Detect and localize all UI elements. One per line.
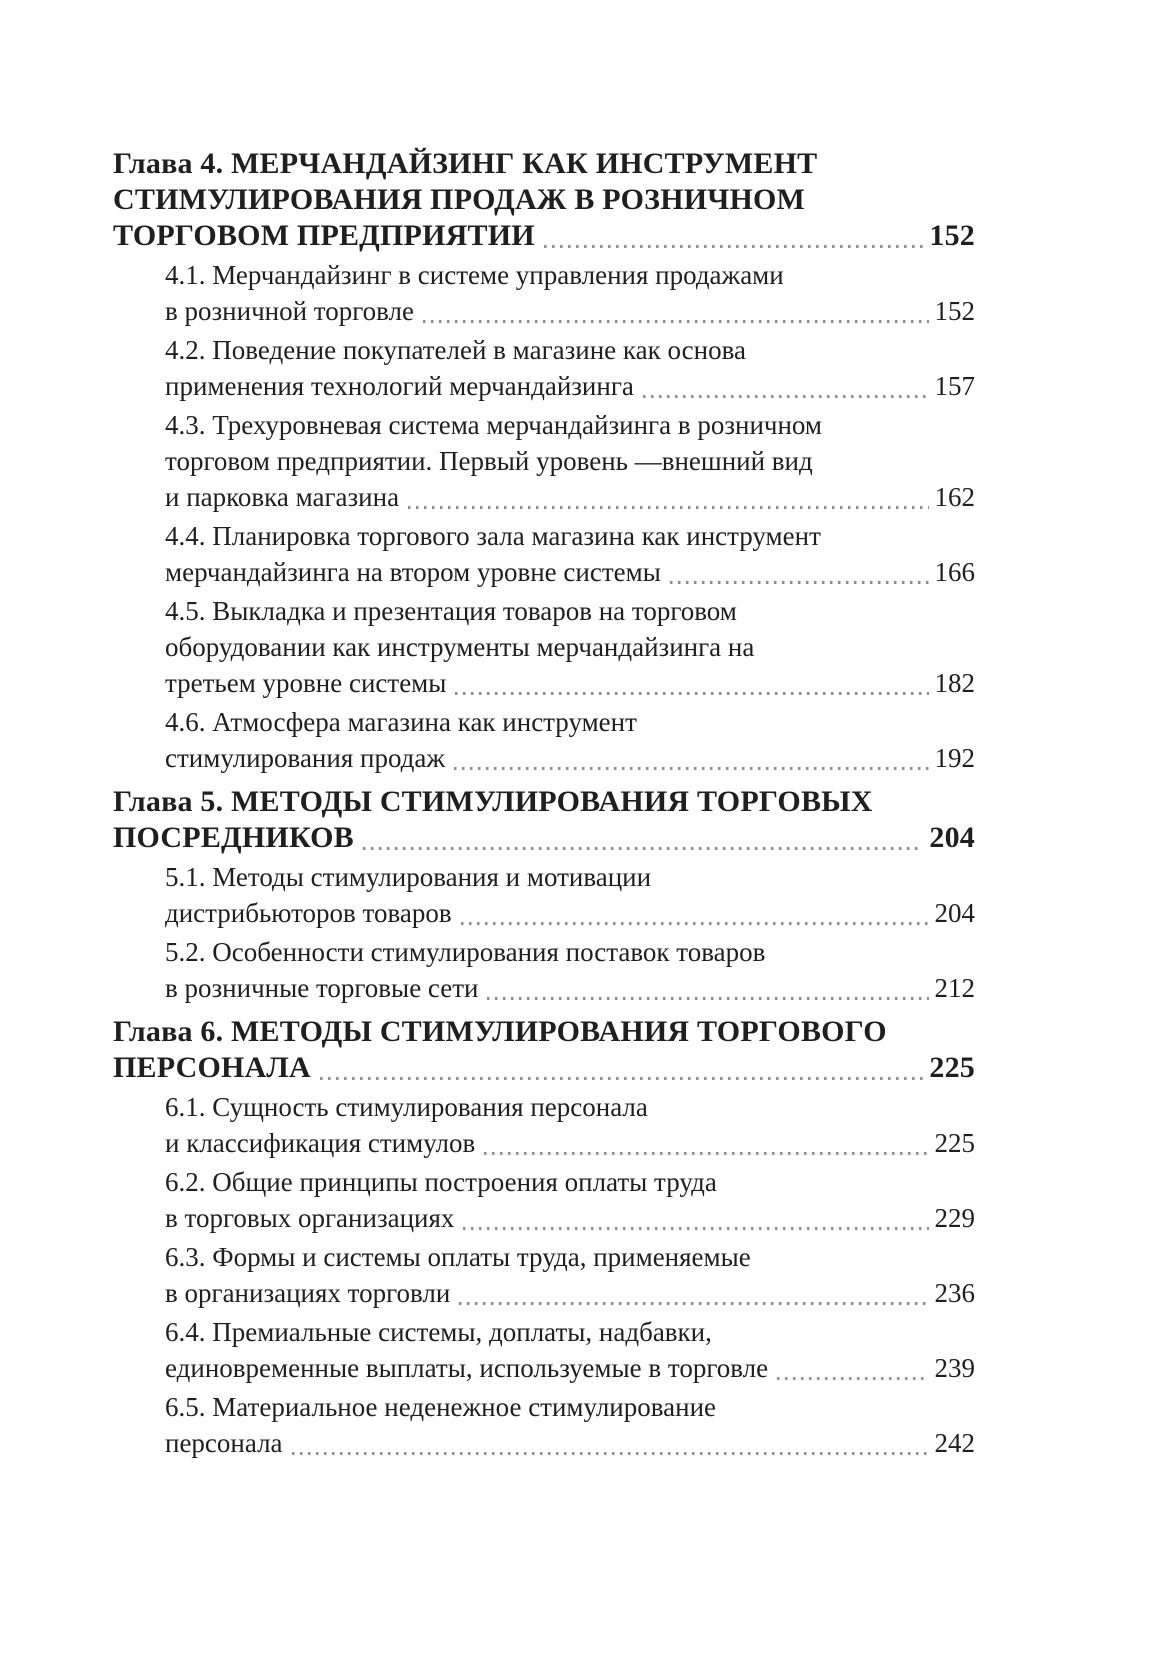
dotted-leader — [461, 922, 929, 925]
toc-entry-section — [113, 518, 975, 590]
toc-entry-line — [165, 1275, 975, 1311]
toc-entry-line: Глава 5. МЕТОДЫ СТИМУЛИРОВАНИЯ ТОРГОВЫХ — [113, 785, 873, 818]
dotted-leader — [459, 1302, 928, 1305]
toc-entry-text: применения технологий мерчандайзинга — [165, 371, 634, 401]
toc-entry-line — [165, 1425, 975, 1461]
toc-entry-line: 6.3. Формы и системы оплаты труда, применяемые — [165, 1242, 751, 1272]
toc-entry-section — [113, 1314, 975, 1386]
toc-entry-text: персонала — [165, 1428, 283, 1458]
page-number: 242 — [934, 1428, 975, 1458]
page-number: 157 — [934, 371, 975, 401]
toc-entry-section — [113, 593, 975, 701]
page-number: 162 — [934, 482, 975, 512]
dotted-leader — [320, 1077, 924, 1080]
toc-entry-text: и парковка магазина — [165, 482, 400, 512]
toc-entry-section — [113, 1239, 975, 1311]
toc-entry-line — [165, 1125, 975, 1161]
toc-entry-line: оборудовании как инструменты мерчандайзинга на — [165, 632, 755, 662]
toc-entry-section — [113, 934, 975, 1006]
toc-entry-line: 4.4. Планировка торгового зала магазина как инструмент — [165, 521, 821, 551]
toc-entry-line: 6.2. Общие принципы построения оплаты труда — [165, 1167, 717, 1197]
page-number: 239 — [934, 1353, 975, 1383]
toc-entry-line: 4.5. Выкладка и презентация товаров на торговом — [165, 596, 737, 626]
toc-entry-line: СТИМУЛИРОВАНИЯ ПРОДАЖ В РОЗНИЧНОМ — [113, 183, 806, 216]
toc-entry-text: в розничные торговые сети — [165, 973, 479, 1003]
toc-entry-section — [113, 1089, 975, 1161]
toc-entry-line — [113, 218, 975, 254]
toc-entry-line — [165, 970, 975, 1006]
toc-entry-text: мерчандайзинга на втором уровне системы — [165, 557, 661, 587]
toc-entry-line: 5.1. Методы стимулирования и мотивации — [165, 862, 652, 892]
dotted-leader — [423, 320, 929, 323]
toc-entry-text: третьем уровне системы — [165, 668, 447, 698]
toc-entry-text: ПЕРСОНАЛА — [113, 1051, 311, 1084]
toc-entry-line: 6.4. Премиальные системы, доплаты, надбавки, — [165, 1317, 712, 1347]
toc-entry-section — [113, 704, 975, 776]
dotted-leader — [544, 245, 924, 248]
page-number: 212 — [934, 973, 975, 1003]
dotted-leader — [292, 1452, 929, 1455]
toc-entry-text: дистрибьюторов товаров — [165, 898, 452, 928]
toc-entry-text: в торговых организациях — [165, 1203, 455, 1233]
toc-entry-line: 4.2. Поведение покупателей в магазине как основа — [165, 335, 746, 365]
toc-entry-line: 4.3. Трехуровневая система мерчандайзинга в розничном — [165, 410, 822, 440]
dotted-leader — [363, 847, 923, 850]
dotted-leader — [487, 997, 928, 1000]
dotted-leader — [408, 506, 928, 509]
toc-entry-section — [113, 332, 975, 404]
toc-entry-line: Глава 4. МЕРЧАНДАЙЗИНГ КАК ИНСТРУМЕНТ — [113, 147, 818, 180]
toc-entry-text: и классификация стимулов — [165, 1128, 476, 1158]
toc-entry-chapter — [113, 146, 975, 254]
dotted-leader — [643, 395, 929, 398]
toc-entry-line — [165, 895, 975, 931]
toc-entry-section — [113, 1389, 975, 1461]
page-number: 166 — [934, 557, 975, 587]
toc-entry-line — [113, 820, 975, 856]
toc-entry-section — [113, 1164, 975, 1236]
toc-entry-line: Глава 6. МЕТОДЫ СТИМУЛИРОВАНИЯ ТОРГОВОГО — [113, 1015, 887, 1048]
toc-entry-line: 5.2. Особенности стимулирования поставок товаров — [165, 937, 766, 967]
toc-entry-section — [113, 407, 975, 515]
toc-entry-chapter — [113, 1014, 975, 1086]
page-number: 192 — [934, 743, 975, 773]
toc-entry-line: торговом предприятии. Первый уровень —внешний вид — [165, 446, 813, 476]
dotted-leader — [484, 1152, 928, 1155]
toc-entry-text: в розничной торговле — [165, 296, 414, 326]
toc-entry-line: 6.1. Сущность стимулирования персонала — [165, 1092, 648, 1122]
page-number: 225 — [929, 1051, 975, 1084]
page-number: 204 — [929, 821, 975, 854]
page-number: 229 — [934, 1203, 975, 1233]
dotted-leader — [455, 692, 928, 695]
toc-entry-line: 6.5. Материальное неденежное стимулирование — [165, 1392, 717, 1422]
toc-entry-line — [165, 293, 975, 329]
toc-entry-text: в организациях торговли — [165, 1278, 451, 1308]
toc-entry-section — [113, 859, 975, 931]
toc-entry-line — [165, 665, 975, 701]
toc-list — [113, 146, 975, 1461]
toc-entry-text: стимулирования продаж — [165, 743, 446, 773]
toc-entry-line: 4.1. Мерчандайзинг в системе управления продажами — [165, 260, 784, 290]
toc-entry-text: ТОРГОВОМ ПРЕДПРИЯТИИ — [113, 219, 535, 252]
toc-entry-section — [113, 257, 975, 329]
toc-entry-chapter — [113, 784, 975, 856]
toc-entry-line — [165, 368, 975, 404]
dotted-leader — [777, 1377, 928, 1380]
toc-entry-line — [165, 479, 975, 515]
page-number: 204 — [934, 898, 975, 928]
page-number: 182 — [934, 668, 975, 698]
toc-entry-line: 4.6. Атмосфера магазина как инструмент — [165, 707, 637, 737]
toc-entry-line — [113, 1050, 975, 1086]
dotted-leader — [670, 581, 929, 584]
page-number: 225 — [934, 1128, 975, 1158]
toc-entry-line — [165, 554, 975, 590]
toc-entry-line — [165, 740, 975, 776]
toc-entry-line — [165, 1350, 975, 1386]
page-number: 236 — [934, 1278, 975, 1308]
toc-entry-text: единовременные выплаты, используемые в торговле — [165, 1353, 769, 1383]
page-number: 152 — [929, 219, 975, 252]
toc-entry-text: ПОСРЕДНИКОВ — [113, 821, 354, 854]
dotted-leader — [463, 1227, 928, 1230]
page-number: 152 — [934, 296, 975, 326]
dotted-leader — [454, 767, 928, 770]
toc-entry-line — [165, 1200, 975, 1236]
